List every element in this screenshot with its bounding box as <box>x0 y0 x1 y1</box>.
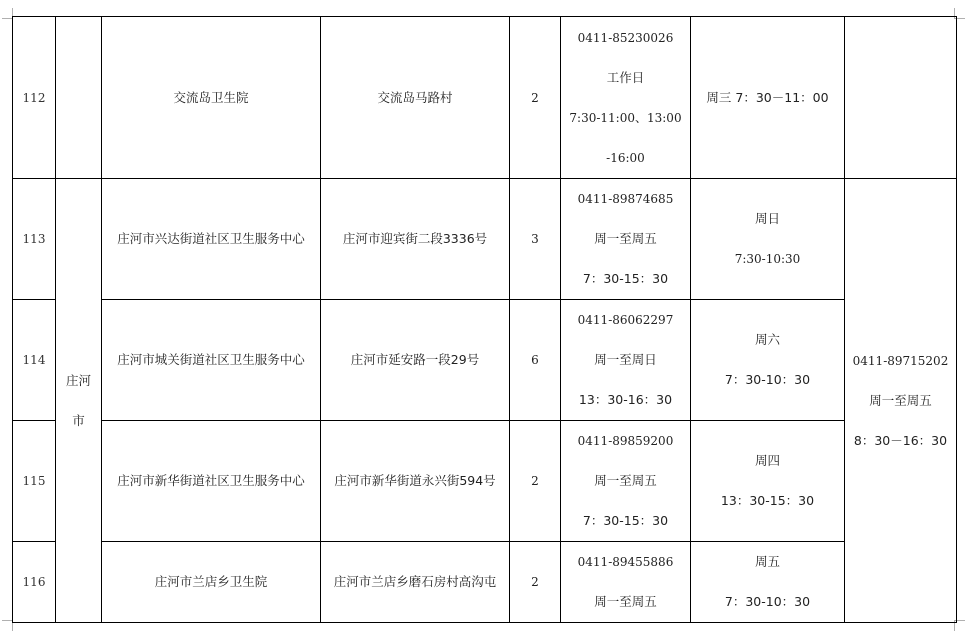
site-address: 庄河市延安路一段29号 <box>321 300 510 421</box>
district-cell-empty <box>845 17 957 179</box>
service-time: 7：30-15：30 <box>582 271 669 286</box>
site-count: 2 <box>510 421 561 542</box>
special-day: 周五 <box>754 554 780 569</box>
special-hours-cell <box>691 179 845 300</box>
site-address: 交流岛马路村 <box>321 17 510 179</box>
special-time: 7：30-10：30 <box>724 372 811 387</box>
site-count: 2 <box>510 17 561 179</box>
site-contact-cell <box>561 179 691 300</box>
site-name: 交流岛卫生院 <box>102 17 321 179</box>
row-number: 113 <box>13 179 56 300</box>
service-time: 7:30-11:00、13:00 <box>569 110 682 125</box>
site-phone: 0411-89859200 <box>577 434 674 448</box>
row-number: 116 <box>13 542 56 623</box>
special-time: 7：30-10：30 <box>724 594 811 609</box>
special-time: 13：30-15：30 <box>720 493 815 508</box>
site-contact-cell <box>561 17 691 179</box>
site-address: 庄河市迎宾街二段3336号 <box>321 179 510 300</box>
vaccination-sites-table <box>12 16 957 623</box>
site-count: 6 <box>510 300 561 421</box>
district-time: 8：30－16：30 <box>853 432 948 448</box>
special-hours-cell <box>691 542 845 623</box>
row-number: 114 <box>13 300 56 421</box>
region-name-line2: 市 <box>72 412 85 428</box>
special-hours: 周三 7：30－11：00 <box>691 17 845 179</box>
site-contact-cell <box>561 542 691 623</box>
service-time: 7：30-15：30 <box>582 513 669 528</box>
site-name: 庄河市新华街道社区卫生服务中心 <box>102 421 321 542</box>
site-address: 庄河市新华街道永兴街594号 <box>321 421 510 542</box>
table-row <box>13 300 957 421</box>
region-cell-empty <box>56 17 102 179</box>
special-time: 7:30-10:30 <box>734 252 801 266</box>
row-number: 112 <box>13 17 56 179</box>
table-row <box>13 179 957 300</box>
special-hours-cell <box>691 300 845 421</box>
site-phone: 0411-89455886 <box>577 555 674 569</box>
service-days: 周一至周五 <box>594 231 657 246</box>
district-contact-cell <box>845 179 957 623</box>
site-count: 2 <box>510 542 561 623</box>
special-day: 周日 <box>754 211 780 226</box>
site-phone: 0411-85230026 <box>577 30 674 45</box>
service-days: 工作日 <box>606 69 645 85</box>
special-hours-cell <box>691 421 845 542</box>
special-day: 周六 <box>754 332 780 347</box>
region-name-line1: 庄河 <box>65 372 91 388</box>
service-days: 周一至周五 <box>594 473 657 488</box>
service-time-continued: -16:00 <box>606 150 645 165</box>
table-row <box>13 421 957 542</box>
special-day: 周四 <box>754 453 780 468</box>
table-row <box>13 17 957 179</box>
site-phone: 0411-86062297 <box>577 313 674 327</box>
region-cell <box>56 179 102 623</box>
service-days: 周一至周日 <box>594 352 657 367</box>
site-name: 庄河市兰店乡卫生院 <box>102 542 321 623</box>
district-days: 周一至周五 <box>869 392 932 408</box>
site-name: 庄河市兴达街道社区卫生服务中心 <box>102 179 321 300</box>
district-phone: 0411-89715202 <box>852 353 949 368</box>
table-row <box>13 542 957 623</box>
site-contact-cell <box>561 300 691 421</box>
site-address: 庄河市兰店乡磨石房村高沟屯 <box>321 542 510 623</box>
site-phone: 0411-89874685 <box>577 192 674 206</box>
row-number: 115 <box>13 421 56 542</box>
service-time: 13：30-16：30 <box>578 392 673 407</box>
site-contact-cell <box>561 421 691 542</box>
service-days: 周一至周五 <box>594 594 657 609</box>
site-name: 庄河市城关街道社区卫生服务中心 <box>102 300 321 421</box>
site-count: 3 <box>510 179 561 300</box>
